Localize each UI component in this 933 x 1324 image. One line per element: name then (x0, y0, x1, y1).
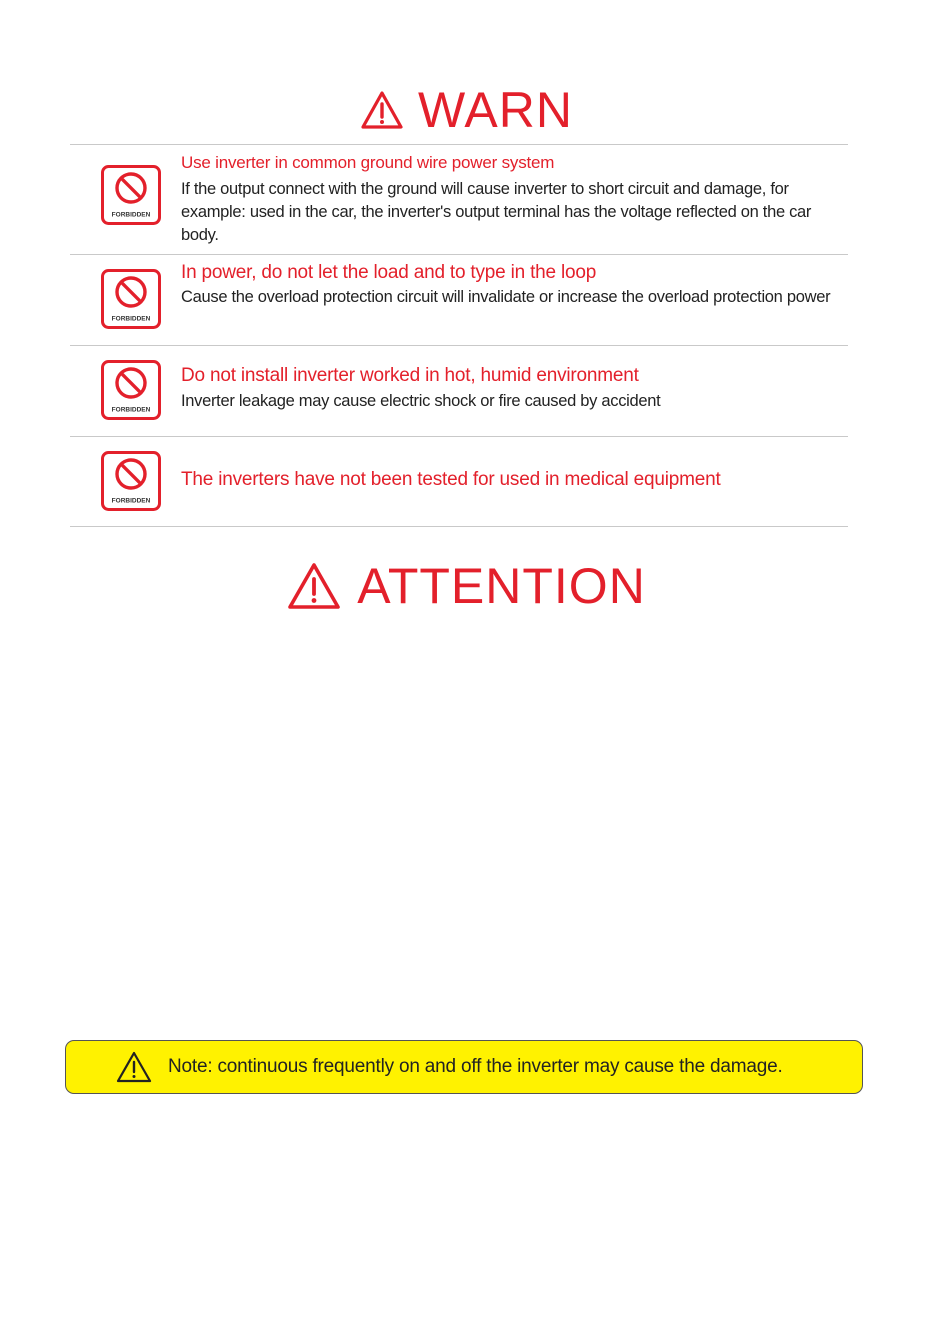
forbidden-sign-icon (101, 269, 161, 329)
warning-text (181, 469, 848, 491)
warning-title: The inverters have not been tested for used in medical equipment (181, 469, 721, 490)
warning-body: Cause the overload protection circuit will invalidate or increase the overload protection power (181, 288, 831, 306)
forbidden-label: FORBIDDEN (111, 406, 151, 414)
warn-heading-text: WARN (418, 82, 573, 138)
note-banner (65, 1040, 863, 1094)
forbidden-label: FORBIDDEN (111, 497, 151, 505)
warning-title: Use inverter in common ground wire power system (181, 153, 555, 172)
warning-body: Inverter leakage may cause electric shock or fire caused by accident (181, 392, 661, 410)
warning-title: Do not install inverter worked in hot, humid environment (181, 365, 639, 386)
divider (70, 526, 848, 527)
warning-row (70, 145, 848, 254)
warning-text (181, 262, 848, 309)
forbidden-sign-icon (101, 451, 161, 511)
warning-row (70, 346, 848, 436)
warning-text (181, 365, 848, 413)
attention-heading-text: ATTENTION (357, 558, 646, 614)
warning-body: If the output connect with the ground will cause inverter to short circuit and damage, for example: used in the car, the inverter's output terminal has the voltage reflected on the car body. (181, 180, 812, 244)
warning-row (70, 437, 848, 526)
warning-triangle-icon (287, 562, 341, 610)
warning-text (181, 152, 848, 247)
attention-heading (0, 558, 933, 614)
forbidden-sign-icon (101, 360, 161, 420)
note-text: Note: continuous frequently on and off the inverter may cause the damage. (168, 1056, 783, 1077)
warning-row (70, 255, 848, 345)
warn-heading (0, 82, 933, 138)
caution-triangle-icon (116, 1051, 152, 1083)
forbidden-label: FORBIDDEN (111, 211, 151, 219)
forbidden-label: FORBIDDEN (111, 315, 151, 323)
forbidden-sign-icon (101, 165, 161, 225)
warning-triangle-icon (360, 90, 404, 130)
warning-title: In power, do not let the load and to type in the loop (181, 262, 597, 283)
